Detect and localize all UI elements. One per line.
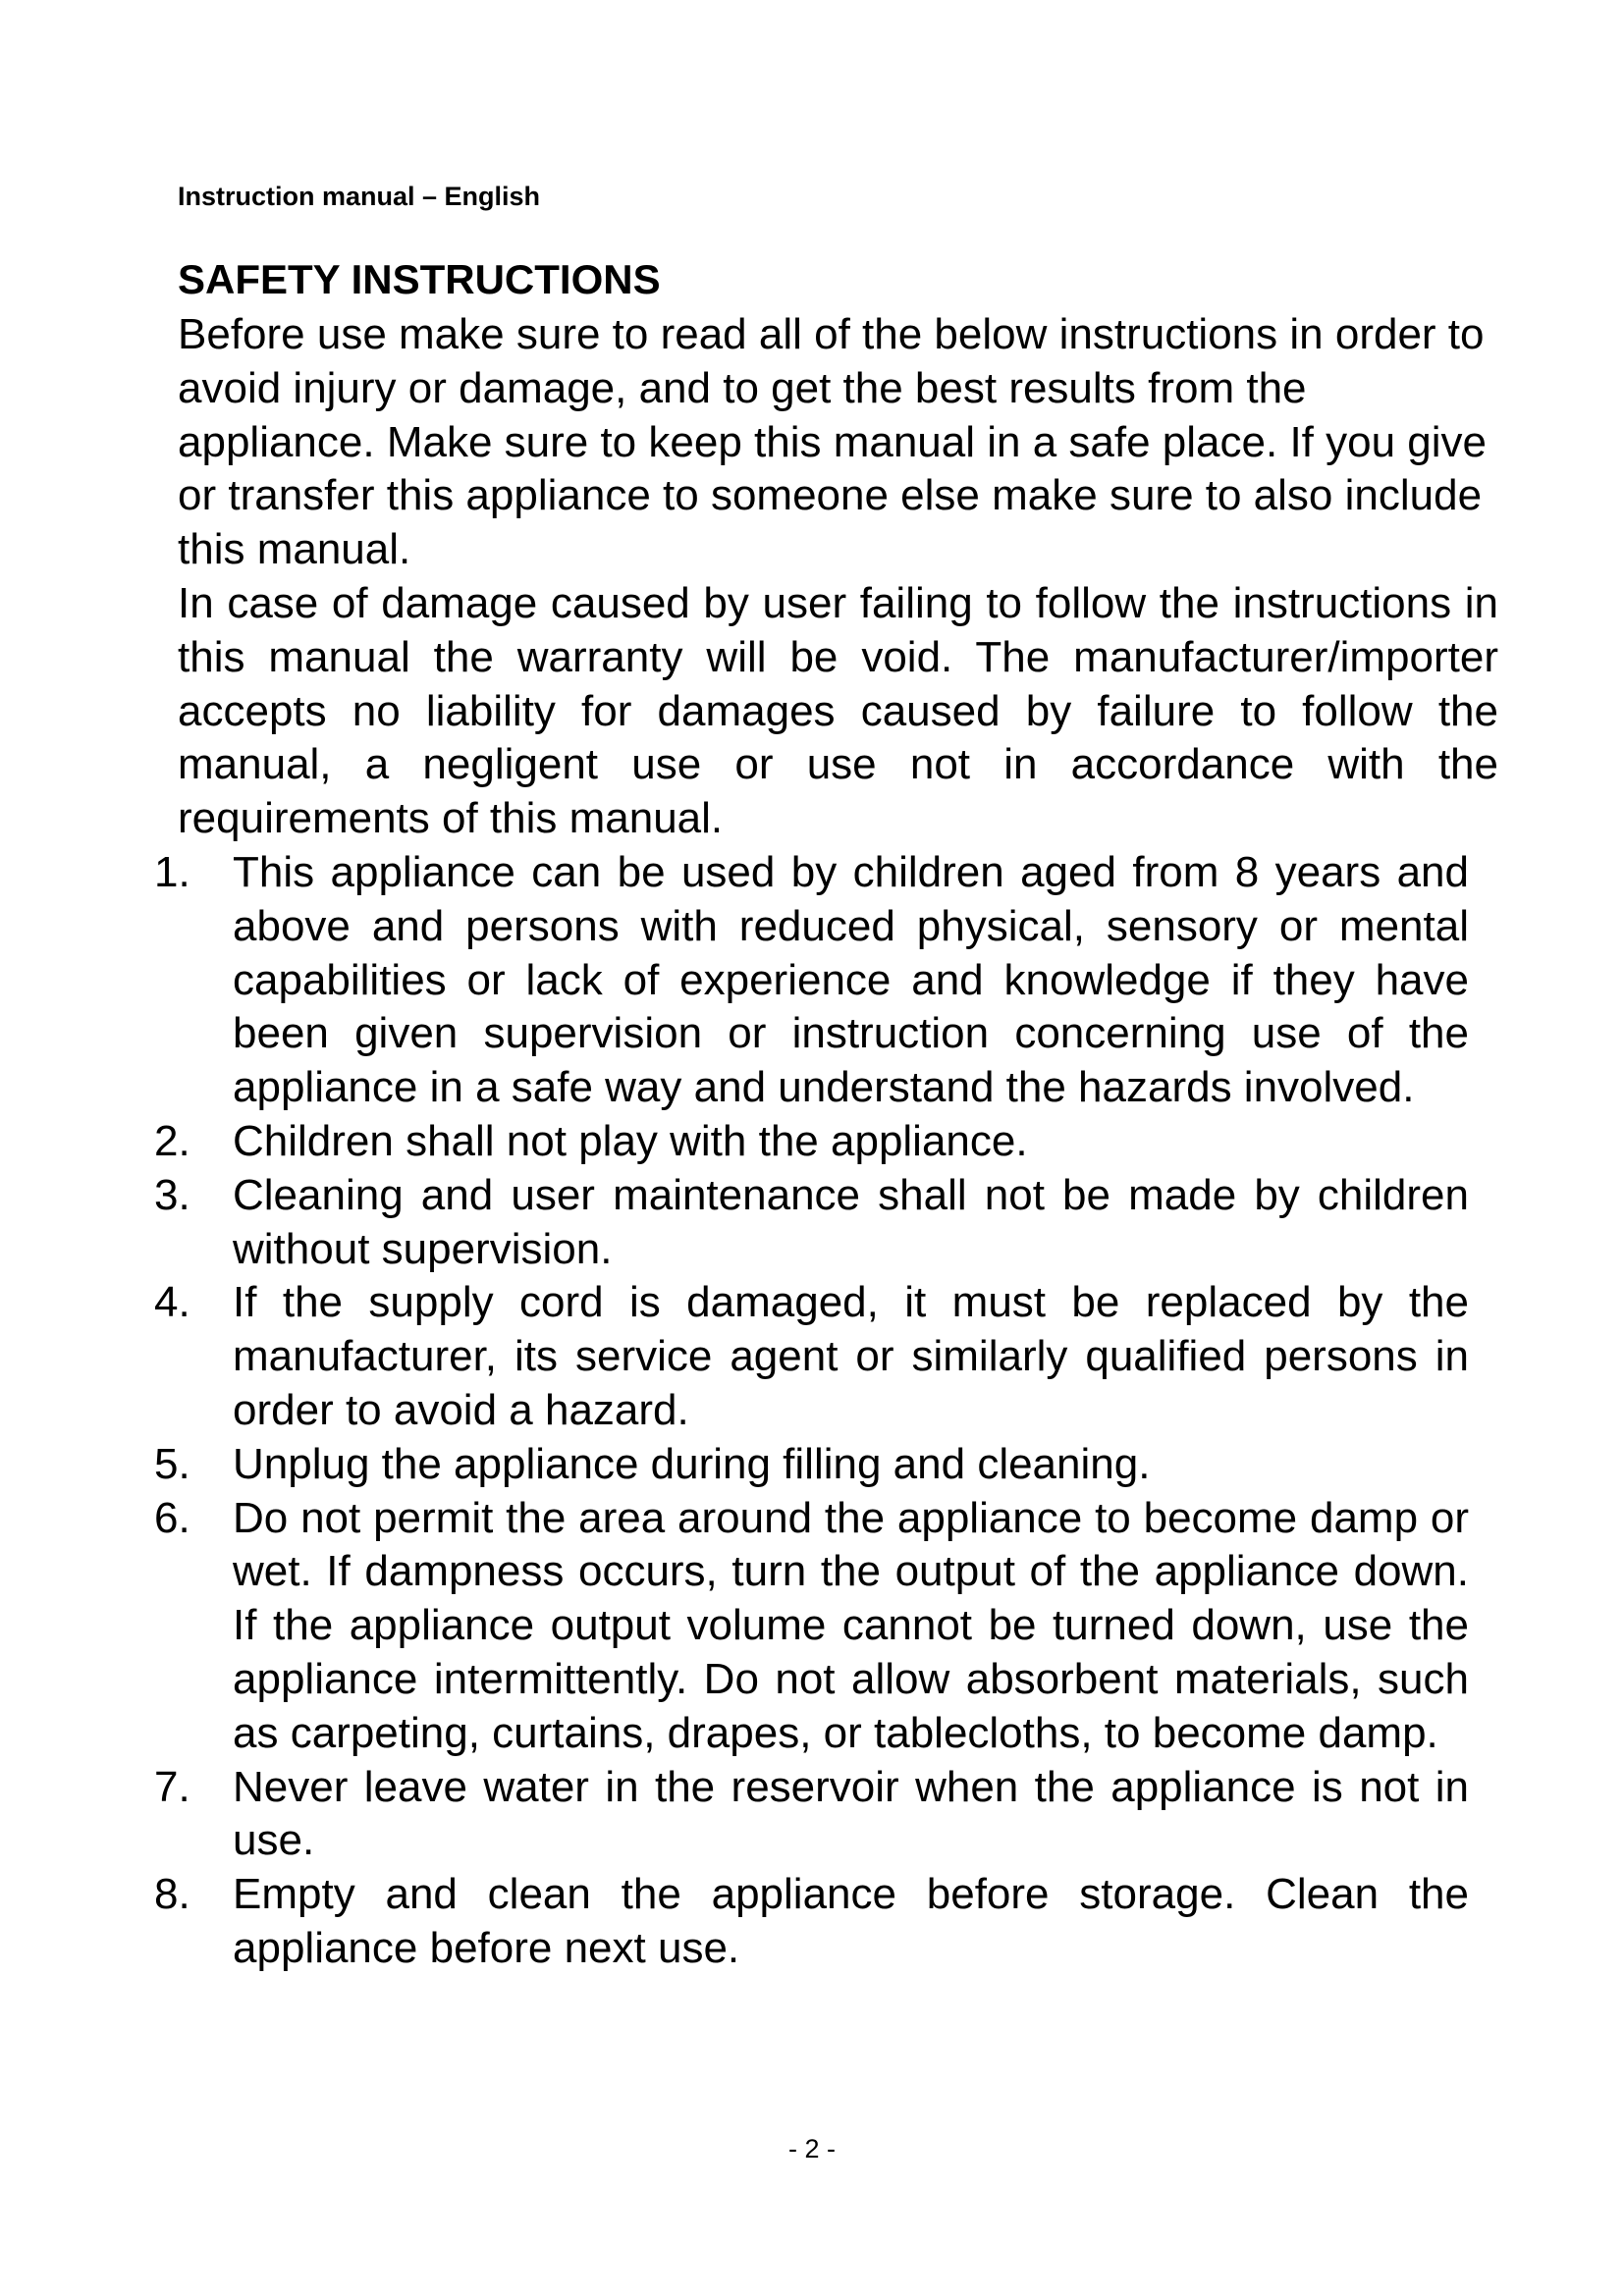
manual-header-label: Instruction manual – English xyxy=(178,182,541,211)
list-item xyxy=(154,846,1498,1115)
item-number: 4. xyxy=(154,1278,190,1327)
list-item xyxy=(154,1276,1498,1437)
page-number: - 2 - xyxy=(787,2134,836,2163)
item-text: Children shall not play with the appliance. xyxy=(233,1116,1028,1165)
item-text: Do not permit the area around the appliance to become damp or wet. If dampness occurs, turn the output of the appliance down. If the appliance output volume cannot be turned down, use the appliance intermittently. Do not allow absorbent materials, such as carpeting, curtains, drapes, or tablecloths, to become damp. xyxy=(233,1493,1469,1757)
list-item xyxy=(154,1438,1498,1492)
item-text: Empty and clean the appliance before storage. Clean the appliance before next use. xyxy=(233,1870,1469,1972)
safety-section xyxy=(154,251,1498,1976)
list-item xyxy=(154,1761,1498,1869)
item-number: 6. xyxy=(154,1493,190,1542)
item-text: If the supply cord is damaged, it must be replaced by the manufacturer, its service agent or similarly qualified persons in order to avoid a hazard. xyxy=(233,1278,1469,1434)
item-number: 5. xyxy=(154,1439,190,1488)
item-number: 2. xyxy=(154,1116,190,1165)
item-number: 1. xyxy=(154,847,190,896)
item-number: 7. xyxy=(154,1762,190,1811)
item-number: 8. xyxy=(154,1870,190,1919)
list-item xyxy=(154,1169,1498,1277)
item-text: Unplug the appliance during filling and cleaning. xyxy=(233,1439,1151,1488)
section-title: SAFETY INSTRUCTIONS xyxy=(178,256,661,302)
list-item xyxy=(154,1868,1498,1976)
item-text: Cleaning and user maintenance shall not be made by children without supervision. xyxy=(233,1170,1469,1273)
item-number: 3. xyxy=(154,1170,190,1219)
safety-instructions-list xyxy=(154,846,1498,1976)
warranty-paragraph: In case of damage caused by user failing to follow the instructions in this manual the warranty will be void. The manufacturer/importer accepts no liability for damages caused by failure to follow the manual, a negligent use or use not in accordance with the requirements of this manual. xyxy=(178,578,1498,843)
item-text: Never leave water in the reservoir when the appliance is not in use. xyxy=(233,1762,1469,1865)
item-text: This appliance can be used by children aged from 8 years and above and persons with reduced physical, sensory or mental capabilities or lack of experience and knowledge if they have been given supervision or instruction concerning use of the appliance in a safe way and understand the hazards involved. xyxy=(233,847,1469,1112)
intro-paragraph: Before use make sure to read all of the below instructions in order to avoid injury or damage, and to get the best results from the appliance. Make sure to keep this manual in a safe place. If you give or transfer this appliance to someone else make sure to also include this manual. xyxy=(178,310,1487,574)
list-item xyxy=(154,1115,1498,1169)
list-item xyxy=(154,1492,1498,1761)
